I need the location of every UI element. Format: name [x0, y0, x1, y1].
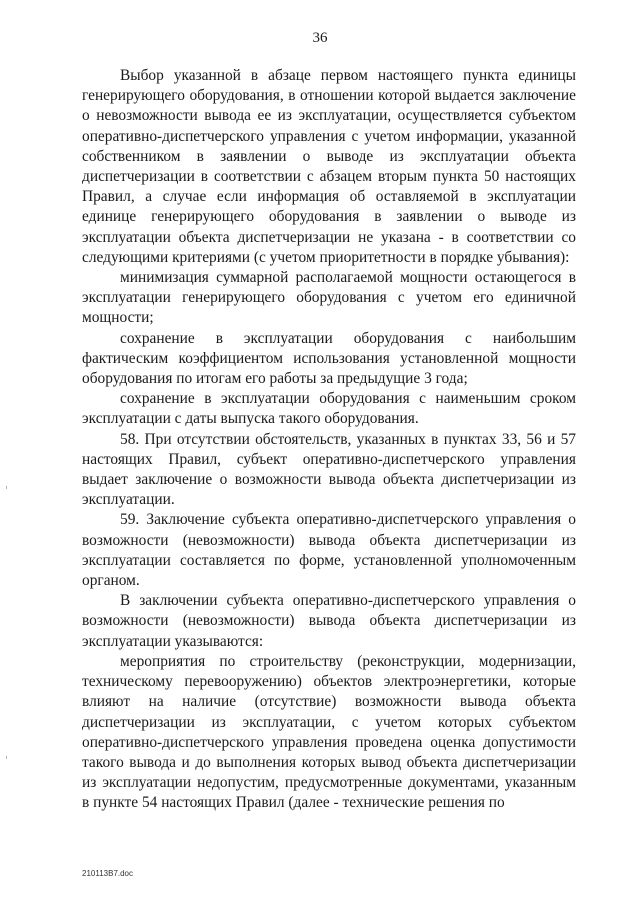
- paragraph-criterion-min-service-life: сохранение в эксплуатации оборудования с наименьшим сроком эксплуатации с даты выпуска такого оборудования.: [82, 390, 576, 428]
- paragraph-item-59: 59. Заключение субъекта оперативно-диспетчерского управления о возможности (невозможности) вывода объекта диспетчеризации из эксплуатации составляется по форме, установленной уполномоченным органом.: [82, 511, 576, 590]
- paragraph-construction-measures: мероприятия по строительству (реконструкции, модернизации, техническому перевооружению) объектов электроэнергетики, которые влияют на наличие (отсутствие) возможности вывода объекта диспетчеризации из эксплуатации, с учетом которых субъектом оперативно-диспетчерского управления проведена оценка допустимости такого вывода и до выполнения которых вывод объекта диспетчеризации из эксплуатации недопустим, предусмотренные документами, указанным в пункте 54 настоящих Правил (далее - технические решения по: [82, 652, 576, 812]
- paragraph-criterion-minimization: минимизация суммарной располагаемой мощности остающегося в эксплуатации генерирующего оборудования с учетом его единичной мощности;: [82, 269, 576, 327]
- margin-mark: [6, 486, 7, 489]
- footer-file-code: 210113B7.doc: [82, 869, 134, 878]
- paragraph-generator-selection: Выбор указанной в абзаце первом настоящего пункта единицы генерирующего оборудования, в отношении которой выдается заключение о невозможности вывода ее из эксплуатации, осуществляется субъектом оперативно-диспетчерского управления с учетом информации, указанной собственником в заявлении о выводе из эксплуатации объекта диспетчеризации в соответствии с абзацем вторым пункта 50 настоящих Правил, а случае если информация об оставляемой в эксплуатации единице генерирующего оборудования в заявлении о выводе из эксплуатации объекта диспетчеризации не указана - в соответствии со следующими критериями (с учетом приоритетности в порядке убывания):: [82, 67, 576, 266]
- paragraph-criterion-max-utilization: сохранение в эксплуатации оборудования с наибольшим фактическим коэффициентом использования установленной мощности оборудования по итогам его работы за предыдущие 3 года;: [82, 329, 576, 388]
- paragraph-conclusion-contents: В заключении субъекта оперативно-диспетчерского управления о возможности (невозможности) вывода объекта диспетчеризации из эксплуатации указываются:: [82, 592, 576, 650]
- margin-mark: [6, 756, 7, 759]
- document-body: [82, 66, 576, 814]
- page-number: 36: [312, 30, 328, 46]
- paragraph-item-58: 58. При отсутствии обстоятельств, указанных в пунктах 33, 56 и 57 настоящих Правил, субъект оперативно-диспетчерского управления выдает заключение о возможности вывода объекта диспетчеризации из эксплуатации.: [82, 430, 576, 509]
